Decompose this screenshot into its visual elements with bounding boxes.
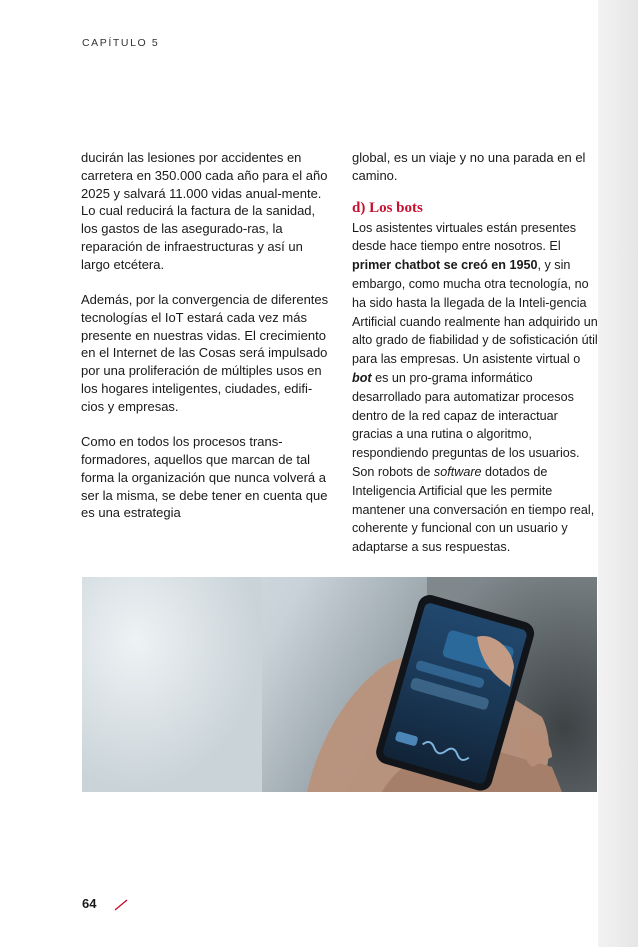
- right-column: [352, 149, 600, 557]
- paragraph: ducirán las lesiones por accidentes en carretera en 350.000 cada año para el año 2025 y salvará 11.000 vidas anual-mente. Lo cual reducirá la factura de la sanidad, los gastos de las asegurado-ras, la reparación de infraestructuras y así un largo etcétera.: [81, 150, 328, 272]
- page-number: 64: [82, 896, 97, 911]
- section-heading: d) Los bots: [352, 199, 423, 216]
- paragraph: Además, por la convergencia de diferentes tecnologías el IoT estará cada vez más presente en nuestras vidas. El crecimiento en el Internet de las Cosas será impulsado por una proliferación de múltiples usos en los hogares inteligentes, ciudades, edifi-cios y empresas.: [81, 292, 329, 414]
- italic-text: software: [433, 464, 482, 479]
- text-run: es un pro-grama informático desarrollado para automatizar procesos dentro de la red capaz de interactuar gracias a una rutina o algoritmo, respondiendo preguntas de los usuarios. Son robots de: [352, 370, 580, 479]
- phone-illustration: [82, 577, 597, 792]
- smartphone-chat-photo: [82, 577, 597, 792]
- paragraph: Como en todos los procesos trans-formadores, aquellos que marcan de tal forma la organización que nunca volverá a ser la misma, se debe tener en cuenta que es una estrategia: [81, 434, 328, 521]
- paragraph: [352, 219, 600, 557]
- page-edge-shadow: [598, 0, 638, 947]
- italic-text: bot: [352, 370, 372, 385]
- left-column: [81, 149, 331, 522]
- accent-slash-icon: [114, 899, 128, 911]
- text-run: Los asistentes virtuales están presentes desde hace tiempo entre nosotros. El: [352, 220, 577, 254]
- text-run: dotados de Inteligencia Artificial que les permite mantener una conversación en tiempo real, coherente y funcional con un usuario y adaptarse a sus respuestas.: [352, 464, 595, 555]
- bold-text: primer chatbot se creó en 1950: [352, 258, 538, 273]
- chapter-header: CAPÍTULO 5: [82, 37, 160, 49]
- text-run: , y sin embargo, como mucha otra tecnología, no ha sido hasta la llegada de la Inteli-gencia Artificial cuando realmente han adquirido un alto grado de fiabilidad y de sofisticación útil para las empresas. Un asistente virtual o: [352, 258, 598, 367]
- paragraph-continuation: global, es un viaje y no una parada en el camino.: [352, 150, 586, 183]
